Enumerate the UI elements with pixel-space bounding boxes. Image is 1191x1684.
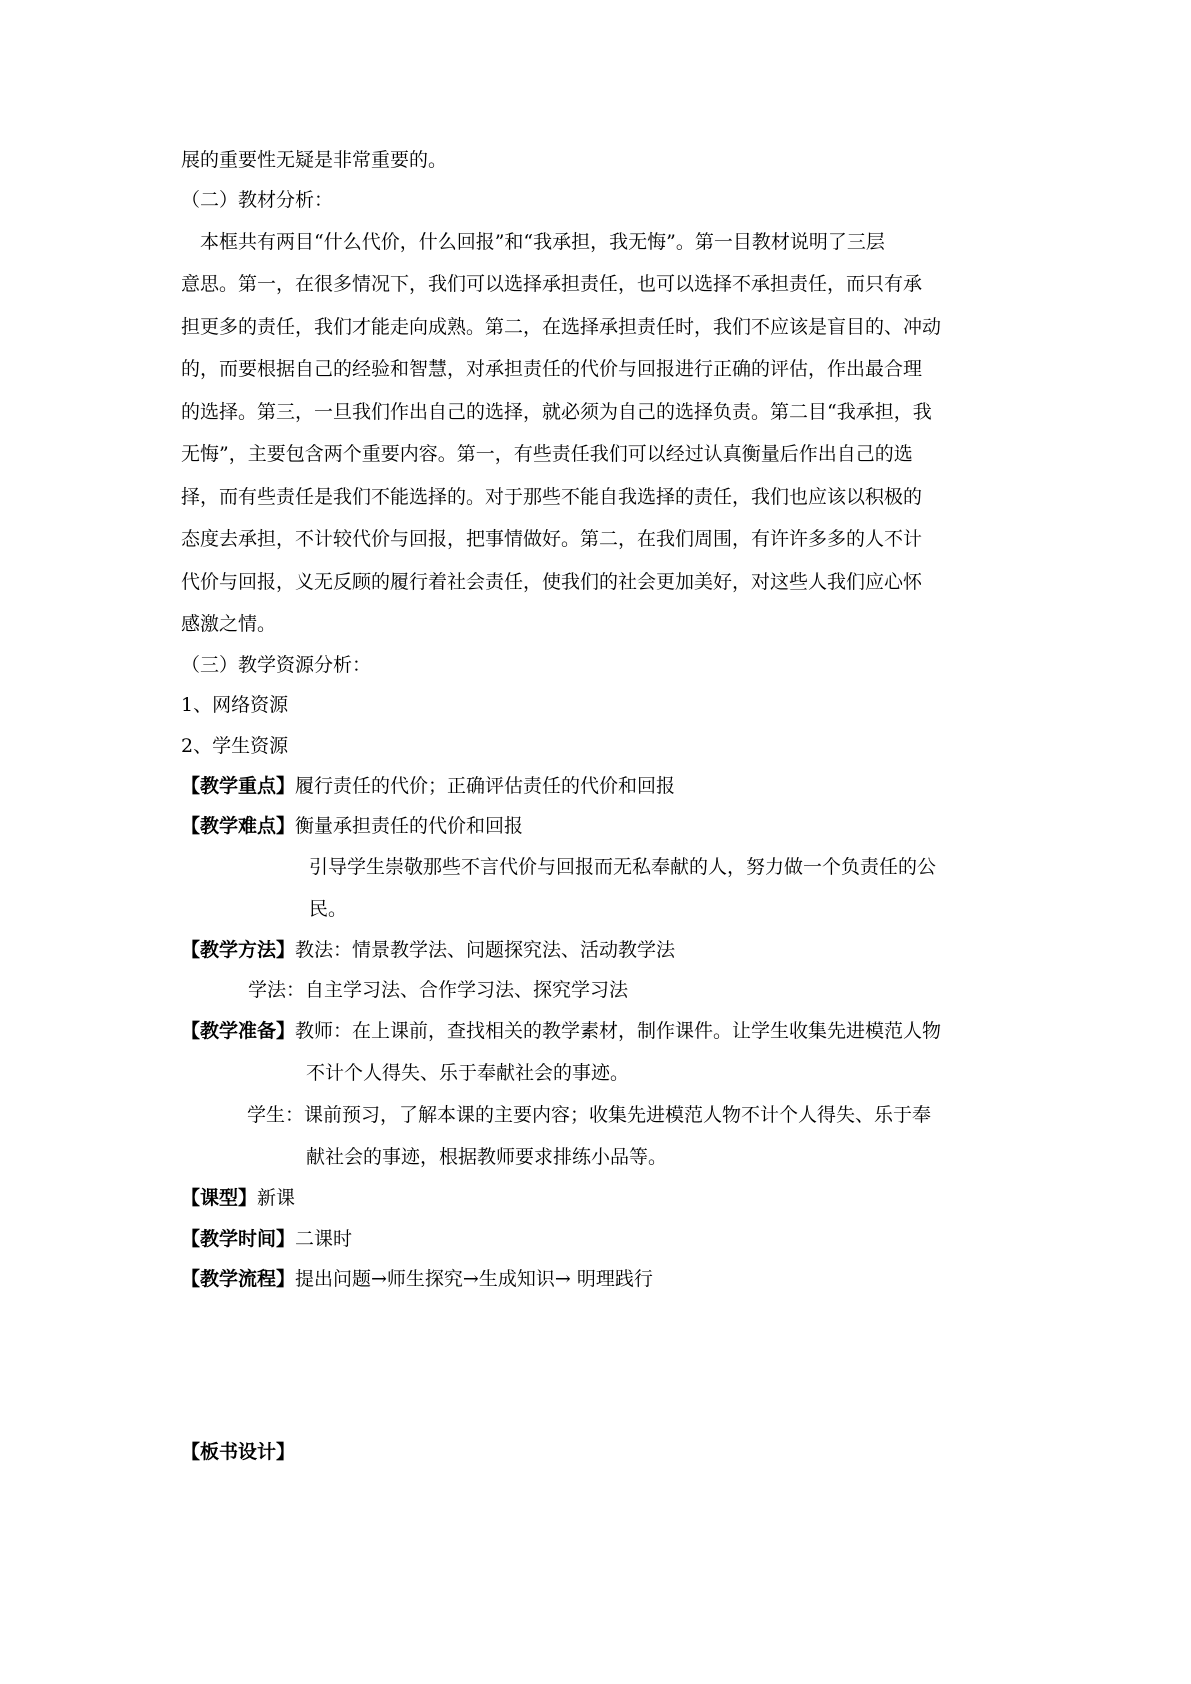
key-points-row [181,774,675,798]
difficulties-text: 衡量承担责任的代价和回报 [295,815,524,837]
section2-line-2: 意思。第一，在很多情况下，我们可以选择承担责任，也可以选择不承担责任，而只有承 [181,273,923,295]
key-points-label: 【教学重点】 [181,775,296,797]
flow-label: 【教学流程】 [181,1268,296,1290]
preparation-teacher-1: 教师：在上课前，查找相关的教学素材，制作课件。让学生收集先进模范人物 [295,1020,942,1042]
section2-line-3: 担更多的责任，我们才能走向成熟。第二，在选择承担责任时，我们不应该是盲目的、冲动 [181,316,942,338]
section2-line-1: 本框共有两目“什么代价，什么回报”和“我承担，我无悔”。第一目教材说明了三层 [200,231,885,253]
difficulties-cont-1: 引导学生崇敬那些不言代价与回报而无私奉献的人，努力做一个负责任的公 [309,856,937,878]
flow-row [181,1267,653,1291]
key-points-text: 履行责任的代价；正确评估责任的代价和回报 [295,775,676,797]
preparation-label: 【教学准备】 [181,1020,296,1042]
section2-line-6: 无悔”，主要包含两个重要内容。第一，有些责任我们可以经过认真衡量后作出自己的选 [181,443,913,465]
preparation-student-1: 学生：课前预习，了解本课的主要内容；收集先进模范人物不计个人得失、乐于奉 [247,1104,932,1126]
difficulties-cont-2: 民。 [309,898,348,920]
section3-heading: （三）教学资源分析： [181,654,372,676]
methods-label: 【教学方法】 [181,939,296,961]
section2-line-8: 态度去承担，不计较代价与回报，把事情做好。第二，在我们周围，有许许多多的人不计 [181,528,923,550]
preparation-student-2: 献社会的事迹，根据教师要求排练小品等。 [306,1146,668,1168]
preparation-row [181,1019,941,1043]
methods-teaching: 教法：情景教学法、问题探究法、活动教学法 [295,939,676,961]
section2-line-10: 感激之情。 [181,613,277,635]
board-design-row [181,1440,295,1464]
section2-line-4: 的，而要根据自己的经验和智慧，对承担责任的代价与回报进行正确的评估，作出最合理 [181,358,923,380]
resource-item-2: 2、学生资源 [181,735,289,757]
intro-tail-line: 展的重要性无疑是非常重要的。 [181,149,448,171]
lesson-type-label: 【课型】 [181,1187,258,1209]
difficulties-label: 【教学难点】 [181,815,296,837]
board-design-label: 【板书设计】 [181,1441,296,1463]
section2-line-5: 的选择。第三，一旦我们作出自己的选择，就必须为自己的选择负责。第二目“我承担，我 [181,401,932,423]
preparation-teacher-2: 不计个人得失、乐于奉献社会的事迹。 [306,1062,630,1084]
methods-row [181,938,675,962]
duration-row [181,1227,352,1251]
section2-line-9: 代价与回报，义无反顾的履行着社会责任，使我们的社会更加美好，对这些人我们应心怀 [181,571,923,593]
duration-label: 【教学时间】 [181,1228,296,1250]
lesson-type-row [181,1186,295,1210]
resource-item-1: 1、网络资源 [181,694,289,716]
flow-text: 提出问题→师生探究→生成知识→ 明理践行 [295,1268,653,1290]
lesson-type-text: 新课 [257,1187,296,1209]
methods-learning: 学法：自主学习法、合作学习法、探究学习法 [248,979,629,1001]
difficulties-row [181,814,523,838]
duration-text: 二课时 [295,1228,353,1250]
section2-line-7: 择，而有些责任是我们不能选择的。对于那些不能自我选择的责任，我们也应该以积极的 [181,486,923,508]
section2-heading: （二）教材分析： [181,189,334,211]
